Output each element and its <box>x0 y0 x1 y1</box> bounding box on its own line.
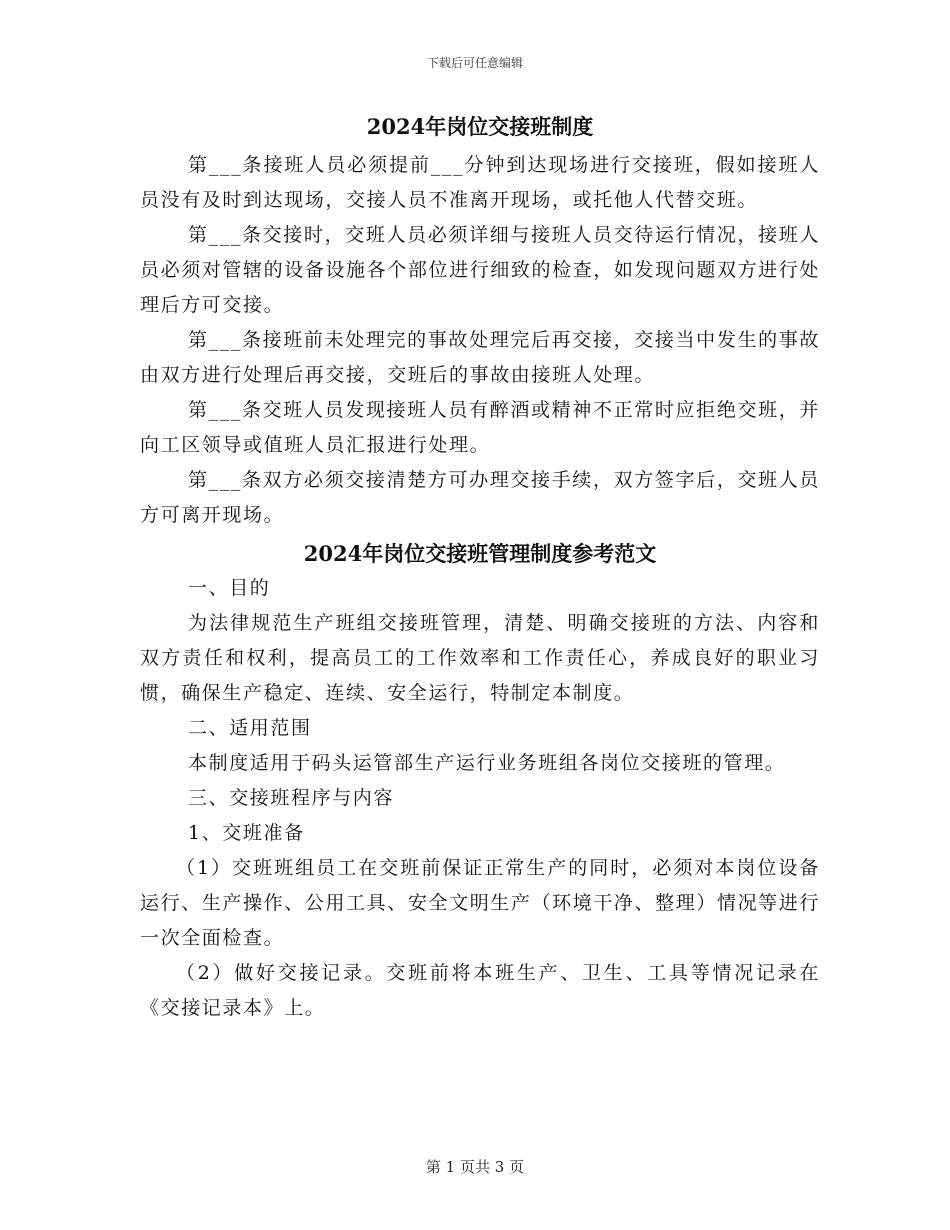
article-paragraph: 第___条接班前未处理完的事故处理完后再交接，交接当中发生的事故由双方进行处理后再交接，交班后的事故由接班人处理。 <box>140 329 820 386</box>
page-number: 第 1 页共 3 页 <box>425 1158 525 1176</box>
article-paragraph: 第___条双方必须交接清楚方可办理交接手续，双方签字后，交班人员方可离开现场。 <box>140 469 820 526</box>
subsection-heading: 1、交班准备 <box>188 822 305 844</box>
header-note: 下载后可任意编辑 <box>426 56 523 70</box>
article-paragraph: 第___条接班人员必须提前___分钟到达现场进行交接班，假如接班人员没有及时到达现场，交接人员不准离开现场，或托他人代替交班。 <box>140 154 820 211</box>
section-heading: 三、交接班程序与内容 <box>188 787 395 809</box>
section-heading: 一、目的 <box>188 577 271 599</box>
document-title-1: 2024年岗位交接班制度 <box>366 114 594 139</box>
article-paragraph: 第___条交班人员发现接班人员有醉酒或精神不正常时应拒绝交班，并向工区领导或值班人员汇报进行处理。 <box>140 399 820 456</box>
body-paragraph: 为法律规范生产班组交接班管理，清楚、明确交接班的方法、内容和双方责任和权利，提高员工的工作效率和工作责任心，养成良好的职业习惯，确保生产稳定、连续、安全运行，特制定本制度。 <box>140 612 820 704</box>
document-content <box>140 112 820 1026</box>
body-paragraph: （2）做好交接记录。交班前将本班生产、卫生、工具等情况记录在《交接记录本》上。 <box>140 962 820 1019</box>
section-heading: 二、适用范围 <box>188 717 312 739</box>
article-paragraph: 第___条交接时，交班人员必须详细与接班人员交待运行情况，接班人员必须对管辖的设备设施各个部位进行细致的检查，如发现问题双方进行处理后方可交接。 <box>140 224 820 316</box>
body-paragraph: （1）交班班组员工在交班前保证正常生产的同时，必须对本岗位设备运行、生产操作、公用工具、安全文明生产（环境干净、整理）情况等进行一次全面检查。 <box>140 857 820 949</box>
document-title-2: 2024年岗位交接班管理制度参考范文 <box>303 541 657 566</box>
body-paragraph: 本制度适用于码头运管部生产运行业务班组各岗位交接班的管理。 <box>188 752 786 774</box>
